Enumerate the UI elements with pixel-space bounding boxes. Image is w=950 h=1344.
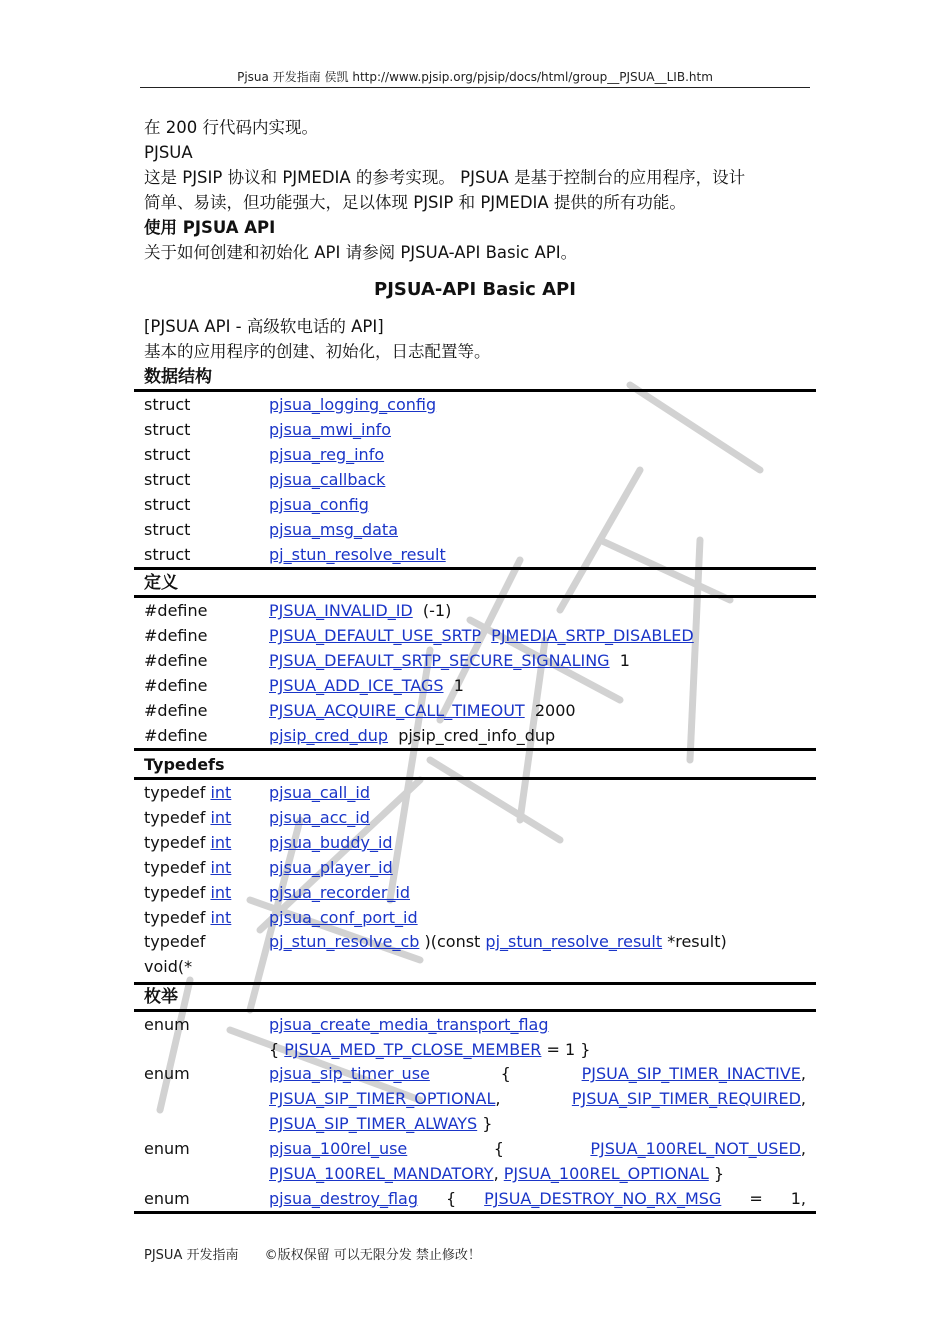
typedef-link[interactable]: pjsua_buddy_id: [269, 833, 393, 852]
enum-value-link[interactable]: PJSUA_100REL_MANDATORY: [269, 1164, 494, 1183]
define-value-link[interactable]: PJMEDIA_SRTP_DISABLED: [491, 626, 694, 645]
footer-title: PJSUA 开发指南: [144, 1248, 239, 1263]
module-line: [PJSUA API - 高级软电话的 API]: [144, 317, 384, 336]
typedef-decl: [144, 807, 231, 829]
comma: ,: [493, 1164, 499, 1183]
struct-cell: [269, 519, 398, 541]
struct-link[interactable]: pjsua_mwi_info: [269, 420, 392, 439]
typedefs-heading: Typedefs: [144, 755, 225, 774]
typedef-decl: [144, 782, 231, 804]
keyword: #define: [144, 676, 208, 695]
typedef-link[interactable]: pjsua_acc_id: [269, 808, 370, 827]
keyword: typedef: [144, 908, 206, 927]
define-value: pjsip_cred_info_dup: [398, 726, 556, 745]
keyword: struct: [144, 470, 191, 489]
typedef-link[interactable]: pjsua_call_id: [269, 783, 370, 802]
struct-link[interactable]: pjsua_callback: [269, 470, 386, 489]
enum-value-link[interactable]: PJSUA_DESTROY_NO_RX_MSG: [484, 1189, 722, 1208]
define-link[interactable]: pjsip_cred_dup: [269, 726, 389, 745]
keyword: enum: [144, 1064, 190, 1083]
define-value: 1: [619, 651, 630, 670]
type-link[interactable]: int: [210, 783, 232, 802]
intro-line: 这是 PJSIP 协议和 PJMEDIA 的参考实现。 PJSUA 是基于控制台的应用程序，设计: [144, 168, 746, 187]
enum-value-tail: = 1 }: [546, 1040, 591, 1059]
section-rule: [134, 595, 816, 598]
struct-cell: [269, 444, 384, 466]
typedef-sig: )(const: [424, 932, 481, 951]
type-link[interactable]: int: [210, 833, 232, 852]
defines-heading: 定义: [144, 573, 178, 593]
typedef-decl: [144, 857, 231, 879]
enum-value-link[interactable]: PJSUA_SIP_TIMER_ALWAYS: [269, 1114, 478, 1133]
define-link[interactable]: PJSUA_ACQUIRE_CALL_TIMEOUT: [269, 701, 525, 720]
typedef-cell: [269, 782, 370, 804]
struct-link[interactable]: pjsua_msg_data: [269, 520, 398, 539]
define-cell: [269, 700, 576, 722]
define-value: (-1): [422, 601, 452, 620]
intro-line: 在 200 行代码内实现。: [144, 118, 318, 137]
enum-row-values: [269, 1063, 806, 1085]
structs-heading: 数据结构: [144, 367, 212, 387]
keyword: #define: [144, 626, 208, 645]
enum-link[interactable]: pjsua_create_media_transport_flag: [269, 1015, 549, 1034]
enum-row-values: [269, 1138, 806, 1160]
typedef-cell: [269, 882, 410, 904]
struct-cell: [269, 469, 385, 491]
struct-link[interactable]: pjsua_logging_config: [269, 395, 437, 414]
section-rule: [134, 748, 816, 751]
enum-value-link[interactable]: PJSUA_100REL_OPTIONAL: [503, 1164, 709, 1183]
section-rule: [134, 982, 816, 985]
typedef-cell: [269, 807, 370, 829]
enum-value-link[interactable]: PJSUA_SIP_TIMER_REQUIRED: [571, 1089, 801, 1108]
keyword: struct: [144, 395, 191, 414]
intro-line: PJSUA: [144, 143, 193, 162]
struct-cell: [269, 419, 391, 441]
enum-link[interactable]: pjsua_destroy_flag: [269, 1189, 419, 1208]
keyword: typedef: [144, 858, 206, 877]
enum-row-values: [269, 1088, 806, 1110]
typedef-decl: [144, 832, 231, 854]
define-link[interactable]: PJSUA_INVALID_ID: [269, 601, 413, 620]
define-cell: [269, 725, 555, 747]
brace: {: [493, 1139, 504, 1158]
define-cell: [269, 650, 630, 672]
keyword: void(*: [144, 957, 193, 976]
define-cell: [269, 600, 451, 622]
struct-cell: [269, 394, 436, 416]
keyword: enum: [144, 1015, 190, 1034]
keyword: enum: [144, 1139, 190, 1158]
keyword: struct: [144, 495, 191, 514]
type-link[interactable]: int: [210, 858, 232, 877]
typedef-link[interactable]: pjsua_conf_port_id: [269, 908, 418, 927]
comma: ,: [800, 1089, 806, 1108]
keyword: #define: [144, 601, 208, 620]
struct-link[interactable]: pjsua_config: [269, 495, 369, 514]
footer-copyright: ©版权保留 可以无限分发 禁止修改！: [264, 1248, 481, 1263]
brace: {: [500, 1064, 511, 1083]
type-link[interactable]: int: [210, 883, 232, 902]
define-link[interactable]: PJSUA_DEFAULT_USE_SRTP: [269, 626, 481, 645]
keyword: struct: [144, 520, 191, 539]
typedef-decl: [144, 882, 231, 904]
typedef-link[interactable]: pjsua_recorder_id: [269, 883, 411, 902]
define-link[interactable]: PJSUA_ADD_ICE_TAGS: [269, 676, 444, 695]
keyword: struct: [144, 545, 191, 564]
typedef-arg-link[interactable]: pj_stun_resolve_result: [485, 932, 663, 951]
typedef-cell: [269, 832, 393, 854]
brace: }: [713, 1164, 725, 1183]
typedef-sig-tail: *result): [667, 932, 727, 951]
define-cell: [269, 675, 464, 697]
intro-line: 关于如何创建和初始化 API 请参阅 PJSUA-API Basic API。: [144, 243, 578, 262]
equals: =: [749, 1189, 763, 1208]
typedef-link[interactable]: pjsua_player_id: [269, 858, 393, 877]
keyword: typedef: [144, 808, 206, 827]
keyword: typedef: [144, 833, 206, 852]
module-line: 基本的应用程序的创建、初始化，日志配置等。: [144, 342, 491, 361]
brace: {: [269, 1040, 280, 1059]
struct-cell: [269, 494, 369, 516]
section-rule: [134, 567, 816, 570]
define-cell: [269, 625, 694, 647]
intro-line: 简单、易读，但功能强大，足以体现 PJSIP 和 PJMEDIA 提供的所有功能。: [144, 193, 686, 212]
typedef-link[interactable]: pj_stun_resolve_cb: [269, 932, 420, 951]
keyword: typedef: [144, 883, 206, 902]
enum-link[interactable]: pjsua_sip_timer_use: [269, 1064, 430, 1083]
enum-row-values: [269, 1188, 806, 1210]
keyword: struct: [144, 420, 191, 439]
typedef-decl: [144, 907, 231, 929]
define-value: 2000: [534, 701, 576, 720]
keyword: #define: [144, 651, 208, 670]
keyword: #define: [144, 701, 208, 720]
brace: {: [446, 1189, 457, 1208]
type-link[interactable]: int: [210, 908, 232, 927]
enum-value-link[interactable]: PJSUA_MED_TP_CLOSE_MEMBER: [284, 1040, 542, 1059]
comma: ,: [800, 1064, 806, 1083]
enum-value-link[interactable]: PJSUA_SIP_TIMER_OPTIONAL: [269, 1089, 496, 1108]
subheading: 使用 PJSUA API: [144, 218, 276, 237]
comma: ,: [495, 1089, 501, 1108]
define-value: 1: [453, 676, 464, 695]
keyword: typedef: [144, 932, 206, 951]
typedef-cell: [269, 907, 418, 929]
enum-value-link[interactable]: PJSUA_100REL_NOT_USED: [590, 1139, 801, 1158]
section-title: PJSUA-API Basic API: [374, 279, 576, 300]
keyword: typedef: [144, 783, 206, 802]
page-footer: [144, 1246, 503, 1266]
struct-cell: [269, 544, 446, 566]
comma: ,: [800, 1139, 806, 1158]
keyword: struct: [144, 445, 191, 464]
enums-heading: 枚举: [144, 987, 178, 1007]
section-rule: [134, 1009, 816, 1012]
section-rule: [134, 389, 816, 392]
enum-value: 1,: [790, 1189, 806, 1208]
enum-value-link[interactable]: PJSUA_SIP_TIMER_INACTIVE: [581, 1064, 801, 1083]
keyword: #define: [144, 726, 208, 745]
struct-link[interactable]: pj_stun_resolve_result: [269, 545, 446, 564]
section-rule: [134, 777, 816, 780]
section-rule: [134, 1211, 816, 1214]
keyword: enum: [144, 1189, 190, 1208]
type-link[interactable]: int: [210, 808, 232, 827]
enum-link[interactable]: pjsua_100rel_use: [269, 1139, 408, 1158]
define-link[interactable]: PJSUA_DEFAULT_SRTP_SECURE_SIGNALING: [269, 651, 610, 670]
brace: }: [482, 1114, 493, 1133]
page-header: Pjsua 开发指南 侯凯 http://www.pjsip.org/pjsip/docs/html/group__PJSUA__LIB.htm: [140, 67, 810, 88]
typedef-cell: [269, 857, 393, 879]
struct-link[interactable]: pjsua_reg_info: [269, 445, 385, 464]
